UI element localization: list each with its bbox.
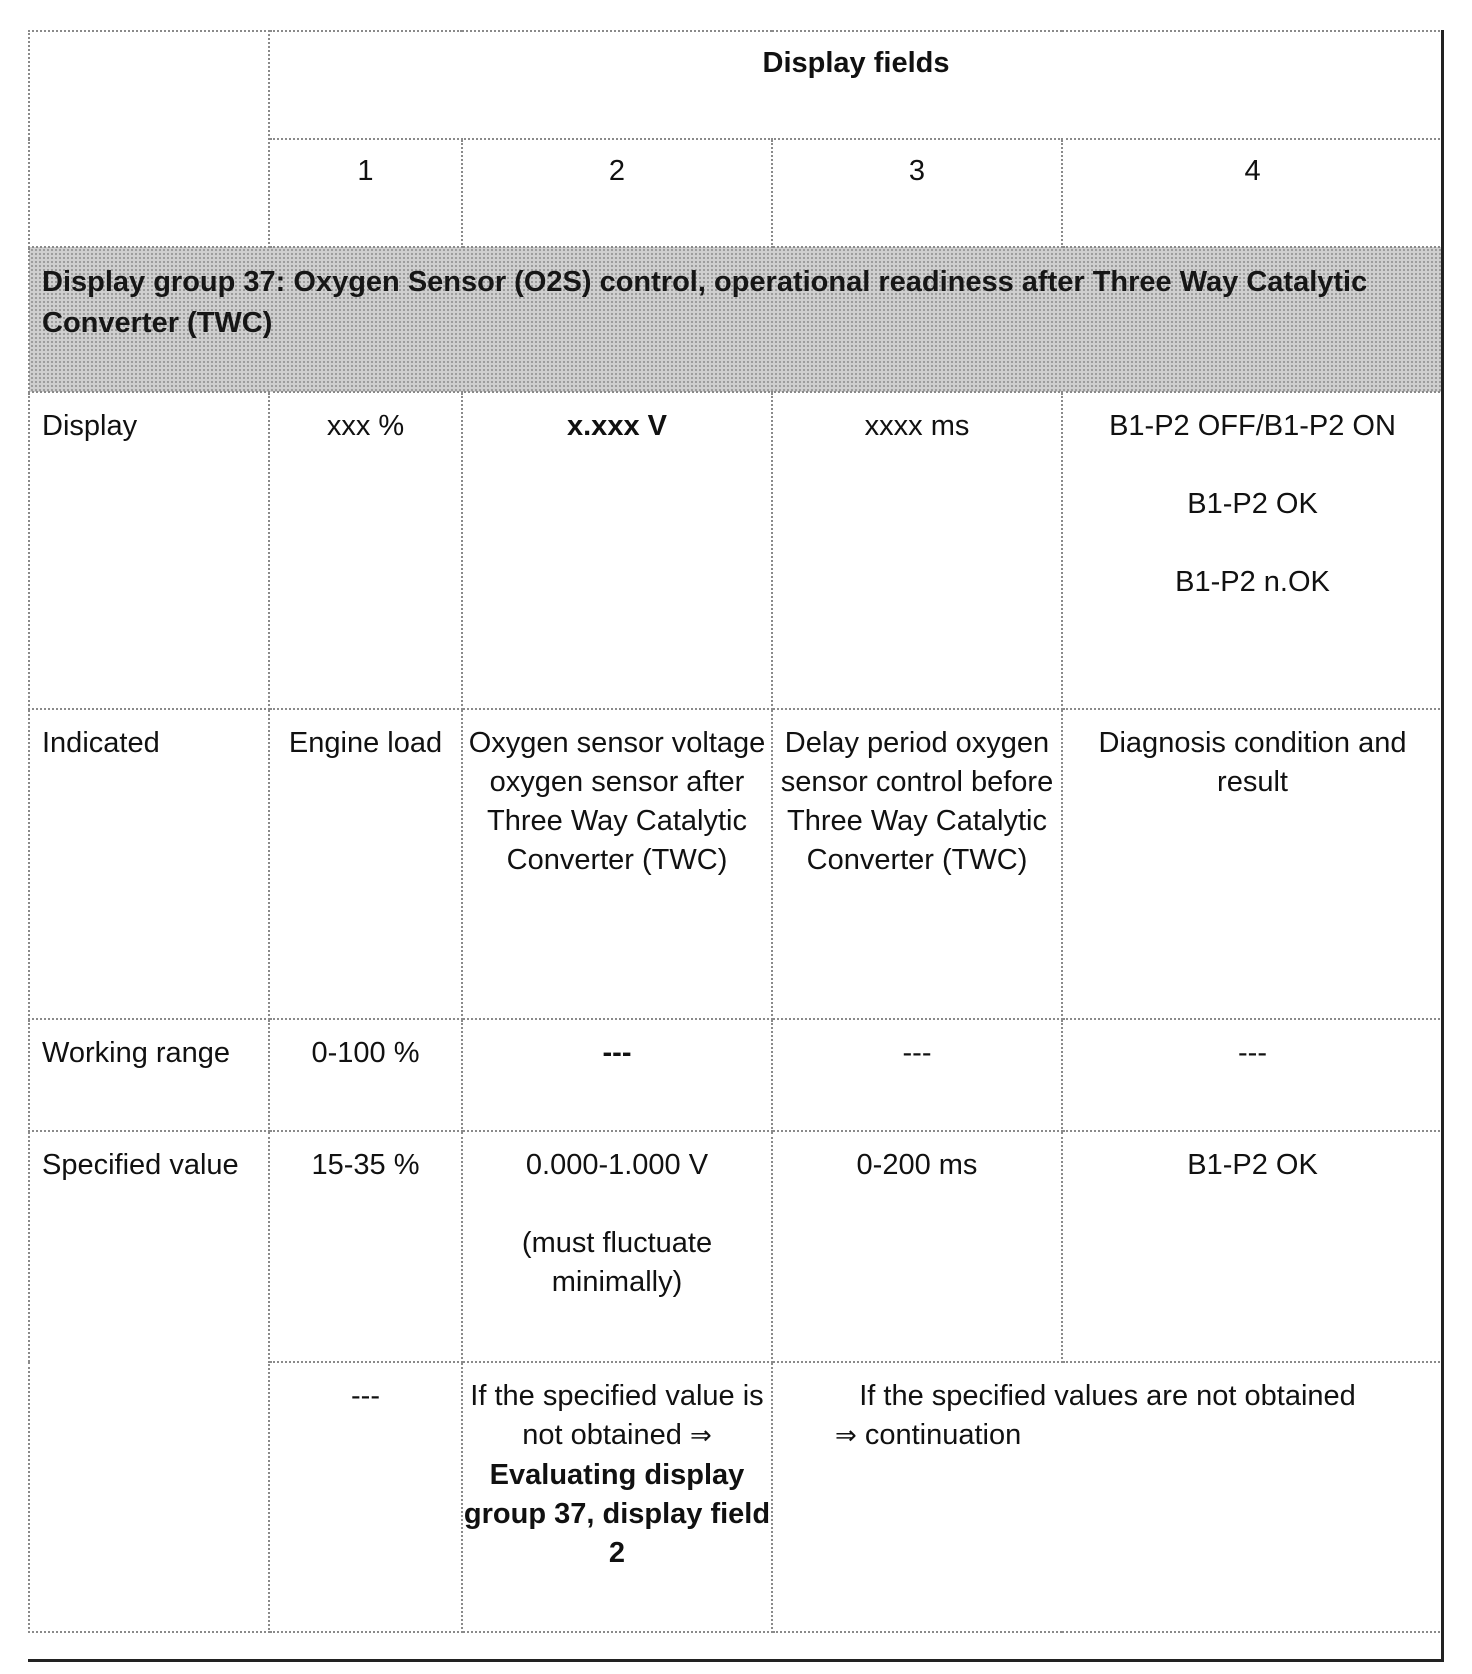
- specified-value-field-2-range: 0.000-1.000 V: [525, 1149, 709, 1181]
- continuation-link[interactable]: continuation: [864, 1419, 1022, 1451]
- column-number-2: 2: [462, 139, 772, 247]
- column-number-1: 1: [269, 139, 462, 247]
- column-number-3: 3: [772, 139, 1062, 247]
- row-label-working-range: Working range: [29, 1019, 269, 1131]
- working-range-field-3: ---: [772, 1019, 1062, 1131]
- specified-value-field-3: 0-200 ms: [772, 1131, 1062, 1362]
- specified-value-field-4: B1-P2 OK: [1062, 1131, 1443, 1362]
- indicated-field-1: Engine load: [269, 709, 462, 1019]
- header-row-title: [29, 31, 1443, 139]
- display-field-2: x.xxx V: [462, 392, 772, 709]
- row-label-specified-value: Specified value: [29, 1131, 269, 1632]
- display-field-4-line-3: B1-P2 n.OK: [1175, 566, 1330, 598]
- right-arrow-icon: ⇒: [689, 1421, 712, 1451]
- indicated-field-3: Delay period oxygen sensor control before Three Way Catalytic Converter (TWC): [772, 709, 1062, 1019]
- working-range-field-2: ---: [462, 1019, 772, 1131]
- row-indicated: [29, 709, 1443, 1019]
- row-label-indicated: Indicated: [29, 709, 269, 1019]
- remedy-field-2-text: If the specified value is not obtained: [470, 1380, 764, 1451]
- specified-value-field-2-note: (must fluctuate minimally): [521, 1227, 713, 1298]
- group-title: Display group 37: Oxygen Sensor (O2S) control, operational readiness after Three Way Catalytic Converter (TWC): [29, 247, 1443, 392]
- indicated-field-2: Oxygen sensor voltage oxygen sensor after Three Way Catalytic Converter (TWC): [462, 709, 772, 1019]
- remedy-field-2: [462, 1362, 772, 1632]
- display-field-1: xxx %: [269, 392, 462, 709]
- display-fields-heading: Display fields: [269, 31, 1443, 139]
- row-working-range: [29, 1019, 1443, 1131]
- table-bottom-border: [28, 1659, 1444, 1662]
- specified-value-field-2: [462, 1131, 772, 1362]
- remedy-field-3-4-link-line: [773, 1416, 1442, 1456]
- display-group-table: [28, 30, 1444, 1633]
- display-field-4: [1062, 392, 1443, 709]
- remedy-field-3-4: [772, 1362, 1443, 1632]
- display-field-3: xxxx ms: [772, 392, 1062, 709]
- row-display: [29, 392, 1443, 709]
- indicated-field-4: Diagnosis condition and result: [1062, 709, 1443, 1019]
- remedy-field-3-4-text: If the specified values are not obtained: [859, 1380, 1356, 1412]
- row-label-display: Display: [29, 392, 269, 709]
- remedy-field-1: ---: [269, 1362, 462, 1632]
- working-range-field-1: 0-100 %: [269, 1019, 462, 1131]
- working-range-field-4: ---: [1062, 1019, 1443, 1131]
- right-arrow-icon: ⇒: [835, 1421, 857, 1451]
- group-title-row: [29, 247, 1443, 392]
- display-field-4-line-1: B1-P2 OFF/B1-P2 ON: [1109, 410, 1396, 442]
- evaluating-display-group-link[interactable]: Evaluating display group 37, display field 2: [463, 1459, 771, 1569]
- column-number-4: 4: [1062, 139, 1443, 247]
- row-specified-value: [29, 1131, 1443, 1362]
- header-corner-cell: [29, 31, 269, 247]
- table-right-border: [1441, 30, 1444, 1662]
- display-field-4-line-2: B1-P2 OK: [1187, 488, 1318, 520]
- specified-value-field-1: 15-35 %: [269, 1131, 462, 1362]
